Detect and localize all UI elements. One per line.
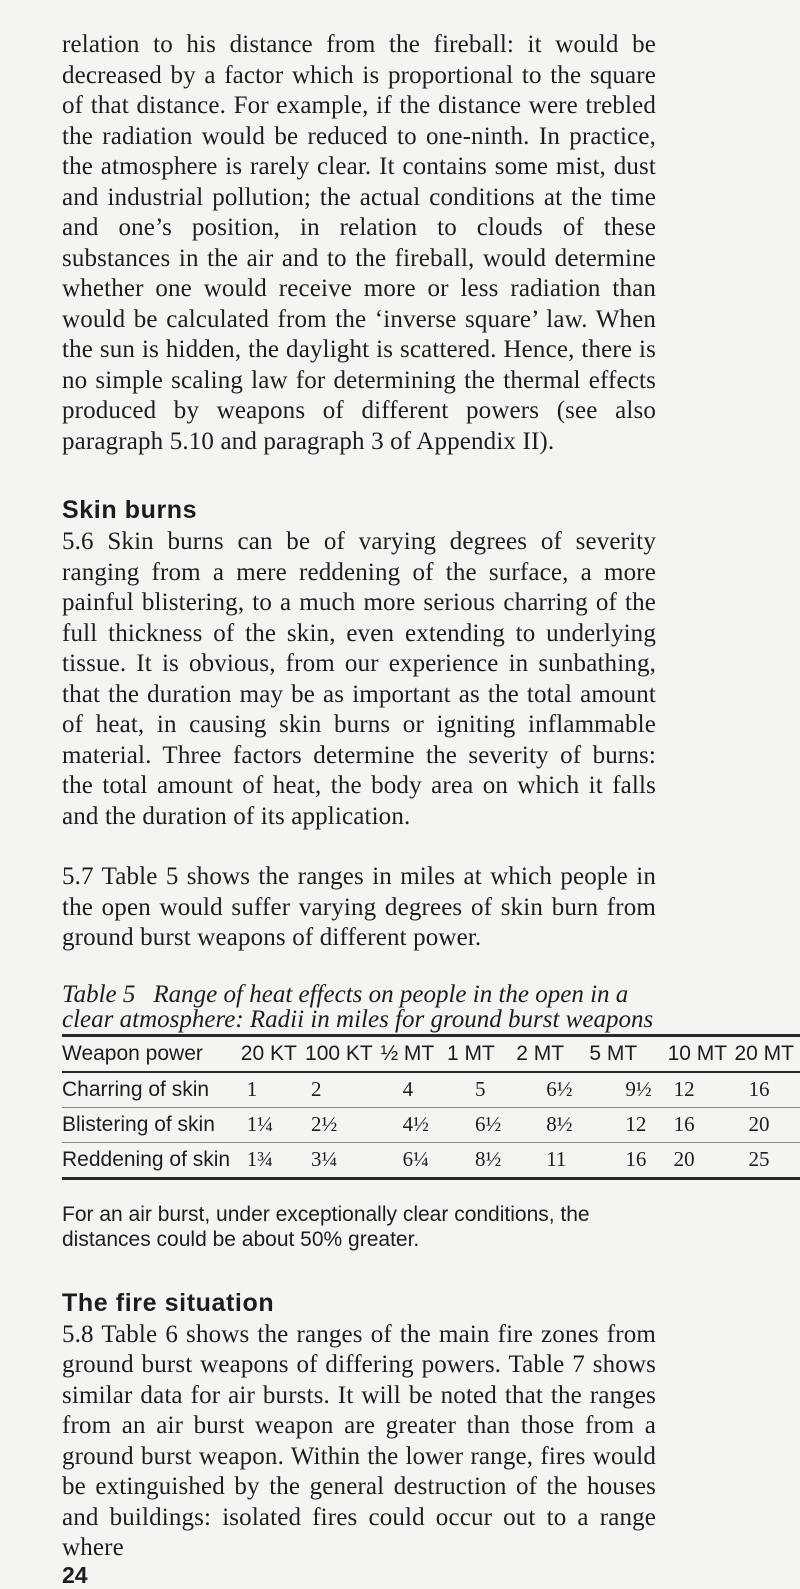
paragraph-5-7: 5.7 Table 5 shows the ranges in miles at which people in the open would suffer varying degrees of skin burn from ground burst weapons of different power. xyxy=(62,863,656,951)
table-cell: 16 xyxy=(625,1147,647,1171)
header-20kt: 20 KT xyxy=(241,1035,305,1072)
table-cell: 16 xyxy=(734,1072,800,1108)
header-5mt: 5 MT xyxy=(589,1035,667,1072)
row-label: Reddening of skin xyxy=(62,1147,231,1171)
header-half-mt: ½ MT xyxy=(381,1035,447,1072)
table-cell: 3¼ xyxy=(311,1147,338,1171)
table-cell: 1¾ xyxy=(246,1147,274,1171)
table-cell: 1¼ xyxy=(241,1107,305,1142)
header-20mt: 20 MT xyxy=(734,1035,800,1072)
table-cell: 8½ xyxy=(516,1107,589,1142)
table-row xyxy=(62,1107,800,1142)
section-heading-skin-burns: Skin burns xyxy=(62,496,198,524)
table-cell: 12 xyxy=(589,1107,667,1142)
table-5-caption xyxy=(62,982,656,1032)
table-cell: 6¼ xyxy=(402,1147,429,1171)
section-heading-fire-situation: The fire situation xyxy=(62,1288,275,1317)
paragraph-continuation: relation to his distance from the fireball: it would be decreased by a factor which is proportional to the square of that distance. For example, if the distance were trebled the radiation would be reduced to one-ninth. In practice, the atmosphere is rarely clear. It contains some mist, dust and industrial pollution; the actual conditions at the time and one’s position, in relation to clouds of these substances in the air and to the fireball, would determine whether one would receive more or less radiation than would be calculated from the ‘inverse square’ law. When the sun is hidden, the daylight is scattered. Hence, there is no simple scaling law for determining the thermal effects produced by weapons of different powers (see also paragraph 5.10 and paragraph 3 of Appendix II). xyxy=(62,31,656,455)
table-5-note: For an air burst, under exceptionally clear conditions, the distances could be about 50% greater. xyxy=(62,1202,590,1251)
header-100kt: 100 KT xyxy=(305,1035,381,1072)
table-cell: 6½ xyxy=(516,1072,589,1108)
table-header-row xyxy=(62,1035,800,1072)
row-label: Blistering of skin xyxy=(62,1107,241,1142)
table-cell: 12 xyxy=(668,1072,735,1108)
table-cell: 20 xyxy=(734,1107,800,1142)
table-cell: 2½ xyxy=(305,1107,381,1142)
table-cell: 5 xyxy=(447,1072,516,1108)
table-5-number: Table 5 xyxy=(62,980,136,1008)
row-label: Charring of skin xyxy=(62,1072,241,1108)
table-cell: 4½ xyxy=(381,1107,447,1142)
table-cell: 16 xyxy=(668,1107,735,1142)
header-1mt: 1 MT xyxy=(447,1035,516,1072)
document-page xyxy=(62,22,800,1589)
table-cell: 25 xyxy=(748,1147,770,1171)
table-row xyxy=(62,1072,800,1108)
table-cell: 9½ xyxy=(589,1072,667,1108)
table-cell: 1 xyxy=(241,1072,305,1108)
table-row xyxy=(62,1142,800,1178)
header-2mt: 2 MT xyxy=(516,1035,589,1072)
table-cell: 4 xyxy=(381,1072,447,1108)
table-cell: 20 xyxy=(673,1147,695,1171)
table-cell: 8½ xyxy=(474,1147,502,1171)
page-number: 24 xyxy=(62,1561,88,1588)
table-5-title: Range of heat effects on people in the open in a clear atmosphere: Radii in miles for ground burst weapons xyxy=(62,980,654,1033)
table-5 xyxy=(62,1034,800,1180)
header-10mt: 10 MT xyxy=(668,1035,735,1072)
table-cell: 6½ xyxy=(447,1107,516,1142)
table-cell: 2 xyxy=(305,1072,381,1108)
table-cell: 11 xyxy=(546,1147,567,1171)
paragraph-5-8: 5.8 Table 6 shows the ranges of the main fire zones from ground burst weapons of differing powers. Table 7 shows similar data for air bursts. It will be noted that the ranges from an air burst weapon are greater than those from a ground burst weapon. Within the lower range, fires would be extinguished by the general destruction of the houses and buildings: isolated fires could occur out to a range where xyxy=(62,1320,656,1561)
header-weapon-power: Weapon power xyxy=(62,1035,241,1072)
paragraph-5-6: 5.6 Skin burns can be of varying degrees of severity ranging from a mere reddening of the surface, a more painful blistering, to a much more serious charring of the full thickness of the skin, even extending to underlying tissue. It is obvious, from our experience in sunbathing, that the duration may be as important as the total amount of heat, in causing skin burns or igniting inflammable material. Three factors determine the severity of burns: the total amount of heat, the body area on which it falls and the duration of its application. xyxy=(62,528,656,830)
